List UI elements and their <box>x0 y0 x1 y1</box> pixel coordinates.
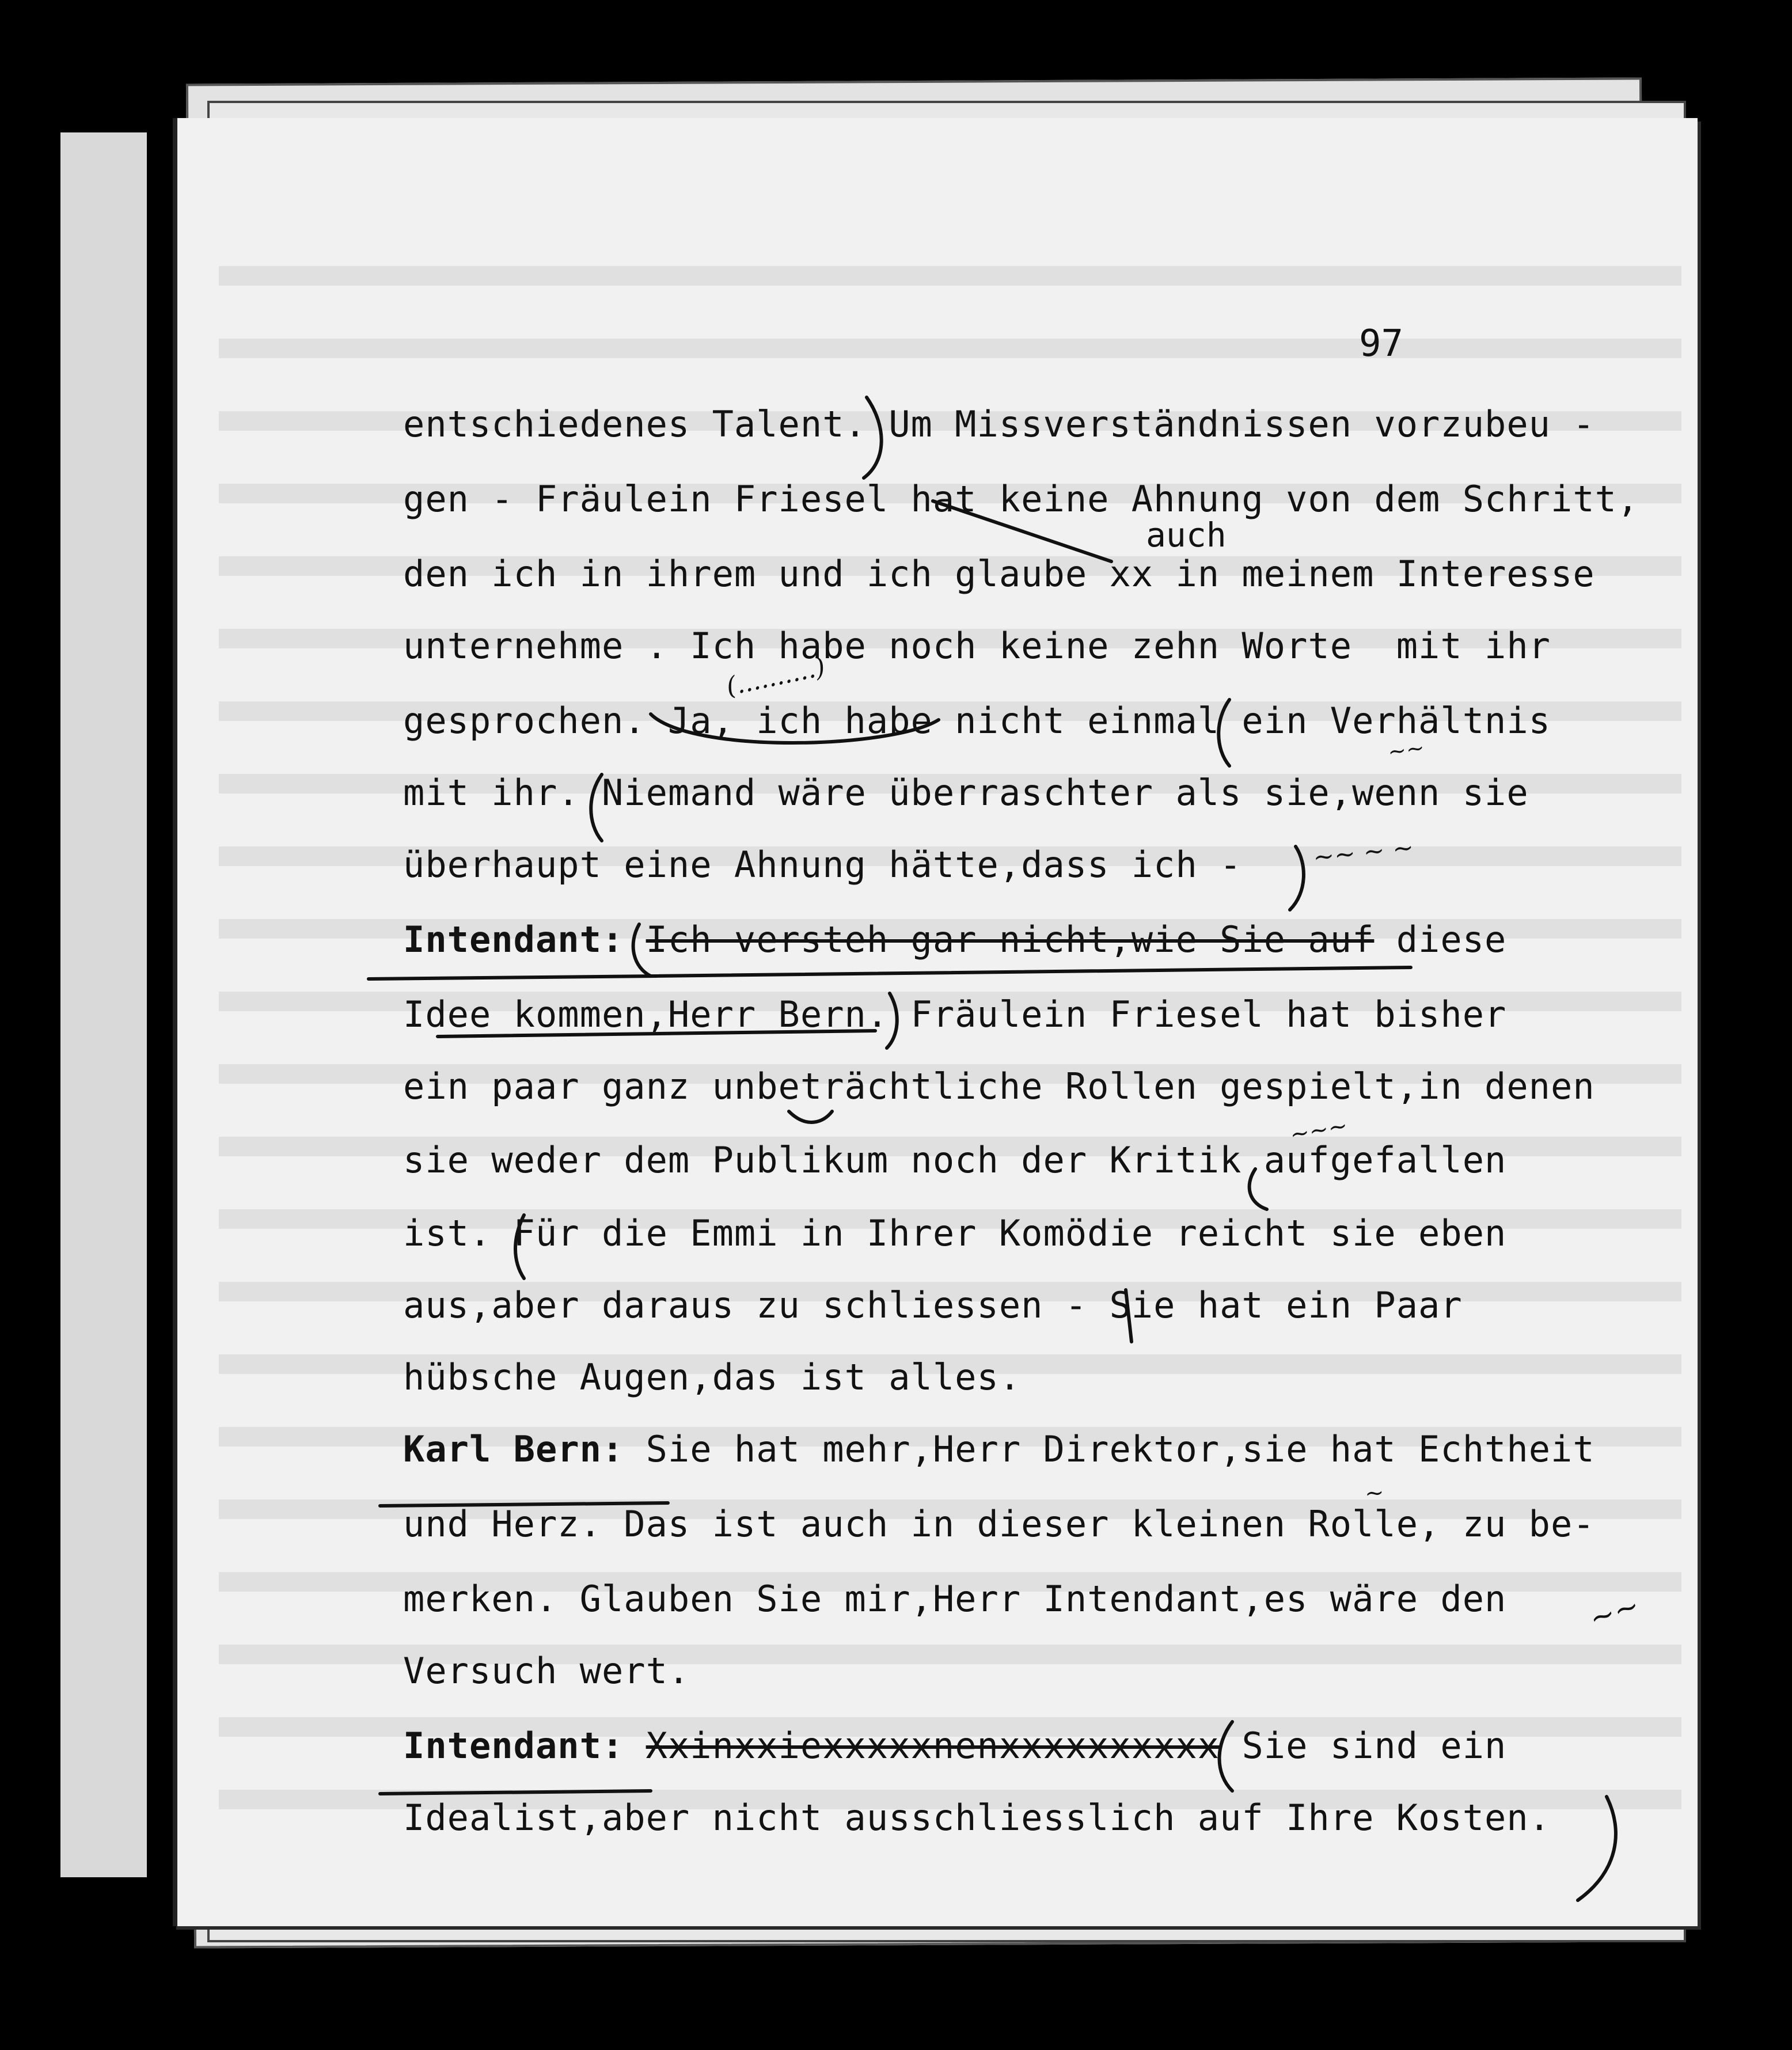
pen-bracket <box>1578 1797 1616 1900</box>
handwritten-annotation: ~~~ <box>1288 1112 1350 1149</box>
inserted-word: auch <box>1146 515 1227 555</box>
page-number: 97 <box>1359 322 1404 365</box>
text-line: gen - Fräulein Friesel hat keine Ahnung von dem Schritt, <box>403 478 1639 520</box>
pen-bracket <box>1290 846 1304 910</box>
pen-lasso <box>651 714 939 743</box>
text-line-remainder: Sie hat mehr,Herr Direktor,sie hat Echtheit <box>646 1428 1595 1470</box>
text-line: Idealist,aber nicht ausschliesslich auf Ihre Kosten. <box>403 1797 1551 1839</box>
pen-underline <box>633 924 1411 976</box>
handwritten-annotation: ~ <box>1364 1479 1385 1508</box>
pen-bracket <box>1250 1169 1267 1209</box>
pen-bracket <box>1126 1290 1132 1342</box>
handwritten-annotation: ~~ ~ ~ <box>1311 832 1415 873</box>
speaker-label: Karl Bern: <box>403 1428 624 1470</box>
pen-bracket <box>591 775 602 841</box>
text-line: ist. Für die Emmi in Ihrer Komödie reicht sie eben <box>403 1212 1507 1254</box>
pen-underline <box>380 1503 668 1506</box>
text-line: gesprochen. Ja, ich habe nicht einmal ein Verhältnis <box>403 700 1551 742</box>
handwritten-annotation: ~~ <box>1386 734 1426 765</box>
text-line-remainder: Sie sind ein <box>1242 1725 1507 1767</box>
pen-bracket <box>887 993 897 1048</box>
pen-underline <box>369 976 656 979</box>
text-line: Idee kommen,Herr Bern. Fräulein Friesel hat bisher <box>403 993 1507 1035</box>
pen-bracket <box>515 1215 524 1278</box>
pen-bracket <box>864 397 882 478</box>
handwritten-annotation: (..........) <box>723 652 828 702</box>
handwritten-annotation: ~~ <box>1585 1588 1644 1637</box>
text-line: merken. Glauben Sie mir,Herr Intendant,es wäre den <box>403 1578 1507 1620</box>
text-line: ein paar ganz unbeträchtliche Rollen gespielt,in denen <box>403 1065 1595 1107</box>
text-line: aus,aber daraus zu schliessen - Sie hat ein Paar <box>403 1284 1463 1326</box>
text-line: überhaupt eine Ahnung hätte,dass ich - <box>403 844 1242 886</box>
struck-text: Ich versteh gar nicht,wie Sie auf <box>646 918 1375 961</box>
text-line-remainder: diese <box>1396 918 1507 961</box>
text-line: Versuch wert. <box>403 1650 690 1692</box>
speaker-label: Intendant: <box>403 1725 624 1767</box>
text-line: entschiedenes Talent. Um Missverständnissen vorzubeu - <box>403 403 1595 445</box>
text-line: hübsche Augen,das ist alles. <box>403 1356 1022 1398</box>
pen-bracket <box>1218 700 1229 766</box>
text-line: unternehme . Ich habe noch keine zehn Worte mit ihr <box>403 625 1551 667</box>
pen-stroke <box>789 1111 832 1122</box>
text-line: mit ihr. Niemand wäre überraschter als sie,wenn sie <box>403 772 1529 814</box>
pen-underline <box>380 1791 651 1794</box>
text-line: den ich in ihrem und ich glaube xx in meinem Interesse <box>403 553 1595 595</box>
pen-underline <box>438 1031 875 1037</box>
speaker-label: Intendant: <box>403 918 624 961</box>
text-line: und Herz. Das ist auch in dieser kleinen Rolle, zu be- <box>403 1503 1595 1545</box>
pen-stroke <box>933 501 1111 561</box>
text-line: sie weder dem Publikum noch der Kritik aufgefallen <box>403 1139 1507 1181</box>
pen-bracket <box>1220 1722 1233 1791</box>
struck-text: Xxinxxiexxxxxnenxxxxxxxxxx <box>646 1725 1220 1767</box>
